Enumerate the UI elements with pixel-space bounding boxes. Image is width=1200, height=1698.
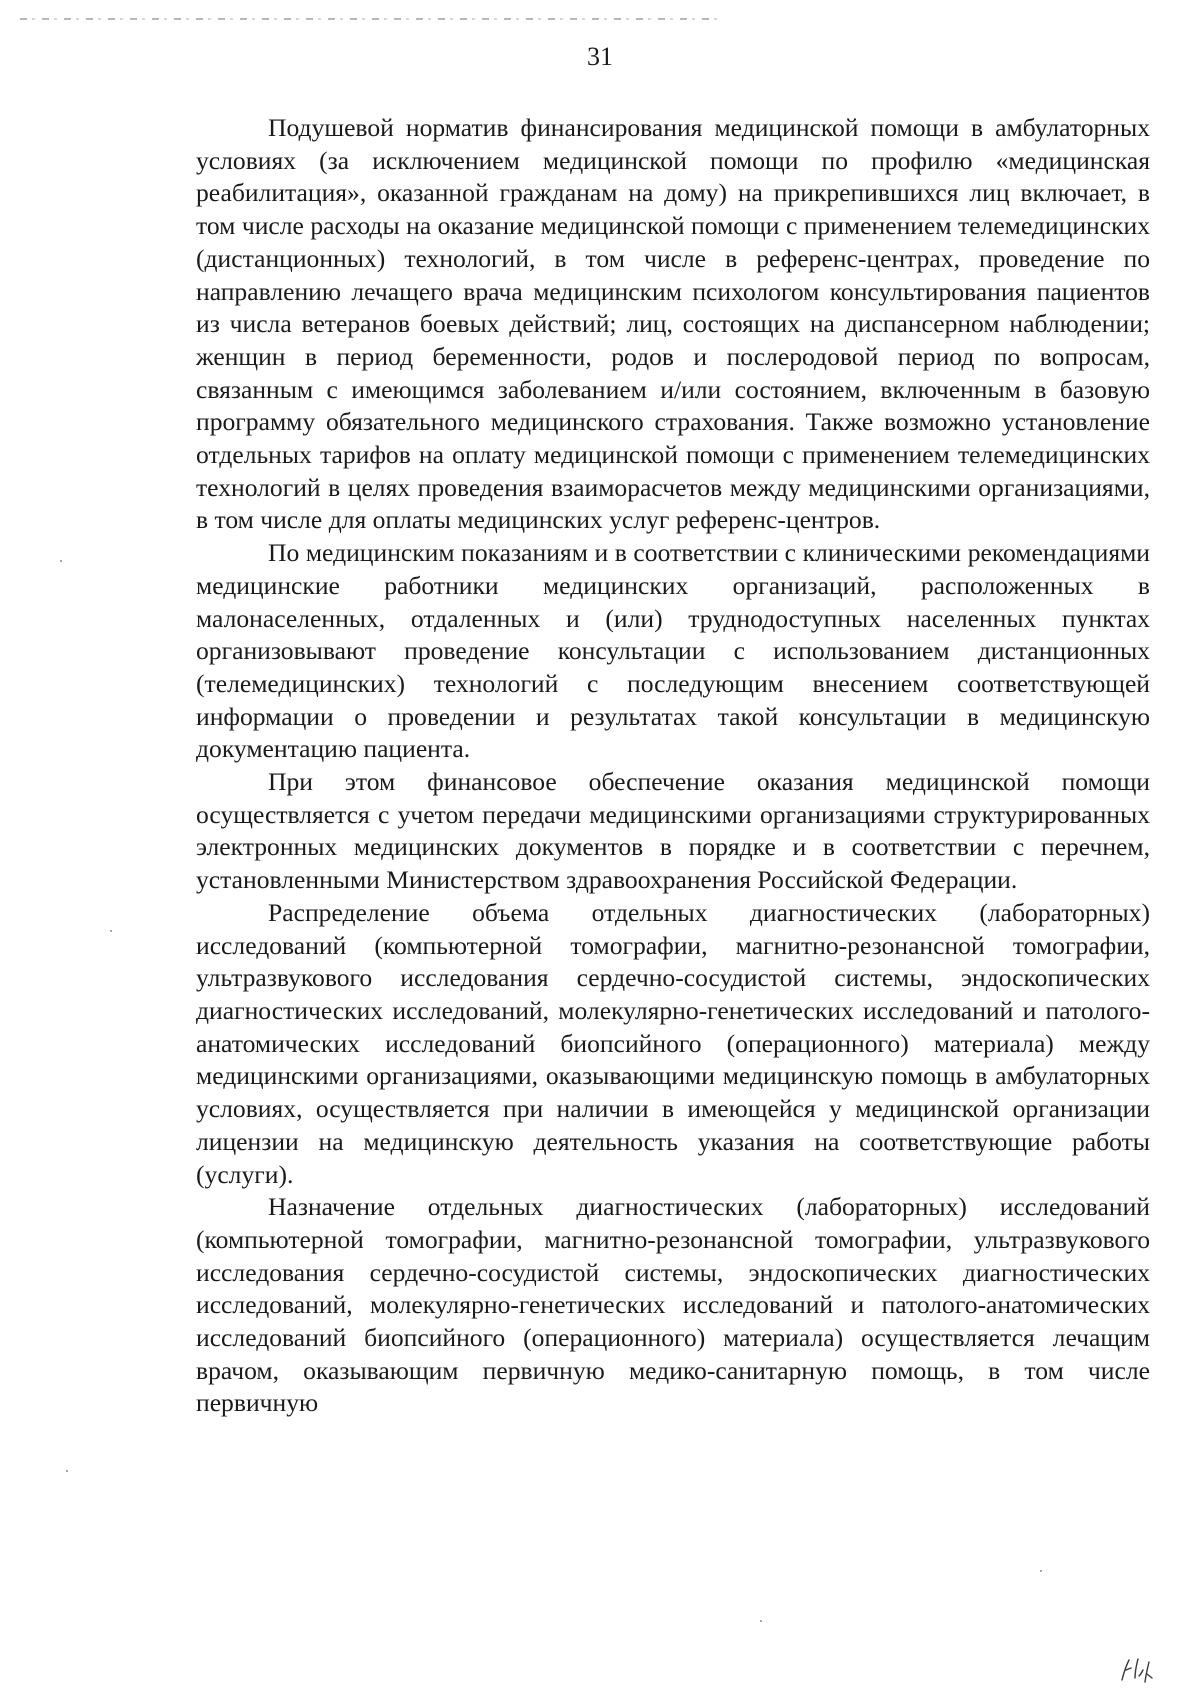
document-body (196, 112, 1150, 1420)
scan-speck (66, 1470, 68, 1472)
scan-speck (60, 560, 62, 562)
scan-speck (1040, 1570, 1042, 1572)
paragraph-volume-distribution: Распределение объема отдельных диагностических (лабораторных) исследований (компьютерной томографии, магнитно-резонансной томографии, ультразвукового исследования сердечно-сосудистой системы, эндоскопических диагностических исследований, молекулярно-генетических исследований и патолого-анатомических исследований биопсийного (операционного) материала) между медицинскими организациями, оказывающими медицинскую помощь в амбулаторных условиях, осуществляется при наличии в имеющейся у медицинской организации лицензии на медицинскую деятельность указания на соответствующие работы (услуги). (196, 897, 1150, 1189)
page-number: 31 (587, 42, 613, 71)
paragraph-telemedicine-consultations: По медицинским показаниям и в соответствии с клиническими рекомендациями медицинские работники медицинских организаций, расположенных в малонаселенных, отдаленных и (или) труднодоступных населенных пунктах организовывают проведение консультации с использованием дистанционных (телемедицинских) технологий с последующим внесением соответствующей информации о проведении и результатах такой консультации в медицинскую документацию пациента. (196, 538, 1150, 764)
scan-speck (760, 1620, 762, 1622)
paragraph-financial-support: При этом финансовое обеспечение оказания медицинской помощи осуществляется с учетом передачи медицинскими организациями структурированных электронных медицинских документов в порядке и в соответствии с перечнем, установленными Министерством здравоохранения Российской Федерации. (196, 767, 1150, 895)
scan-speck (110, 930, 112, 932)
scan-artifact-line (20, 18, 720, 20)
paragraph-diagnostic-prescription: Назначение отдельных диагностических (лабораторных) исследований (компьютерной томографии, магнитно-резонансной томографии, ультразвукового исследования сердечно-сосудистой системы, эндоскопических диагностических исследований, молекулярно-генетических исследований и патолого-анатомических исследований биопсийного (операционного) материала) осуществляется лечащим врачом, оказывающим первичную медико-санитарную помощь, в том числе первичную (196, 1192, 1150, 1418)
paragraph-per-capita-standard: Подушевой норматив финансирования медицинской помощи в амбулаторных условиях (за исключением медицинской помощи по профилю «медицинская реабилитация», оказанной гражданам на дому) на прикрепившихся лиц включает, в том числе расходы на оказание медицинской помощи с применением телемедицинских (дистанционных) технологий, в том числе в референс-центрах, проведение по направлению лечащего врача медицинским психологом консультирования пациентов из числа ветеранов боевых действий; лиц, состоящих на диспансерном наблюдении; женщин в период беременности, родов и послеродовой период по вопросам, связанным с имеющимся заболеванием и/или состоянием, включенным в базовую программу обязательного медицинского страхования. Также возможно установление отдельных тарифов на оплату медицинской помощи с применением телемедицинских технологий в целях проведения взаиморасчетов между медицинскими организациями, в том числе для оплаты медицинских услуг референс-центров. (196, 113, 1150, 535)
handwritten-initials-icon (1118, 1654, 1158, 1686)
